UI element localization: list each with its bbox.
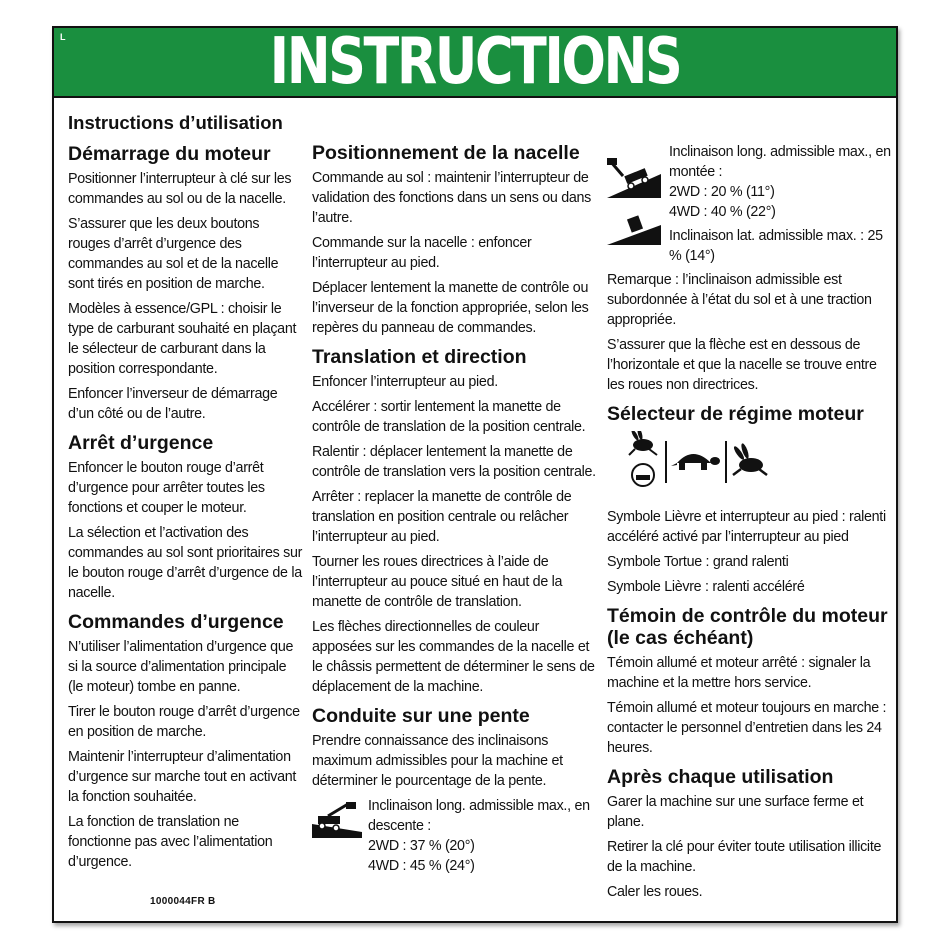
section-after-use [607,766,892,902]
uphill-rating-text [669,142,892,266]
downhill-rating-text [368,796,602,876]
speed-symbols [627,431,892,493]
page-title: INSTRUCTIONS [269,26,681,99]
engine-light-text-1: Témoin allumé et moteur arrêté : signaler la machine et la mettre hors service. [607,655,871,691]
header-banner [54,28,896,98]
section-emergency-controls [68,611,304,872]
emergency-controls-text-4: La fonction de translation ne fonctionne pas avec l’alimentation d’urgence. [68,814,273,870]
section-platform-positioning [312,142,602,338]
part-number: 1000044FR B [150,896,216,907]
downhill-slope-icon [312,802,368,845]
uphill-2wd: 2WD : 20 % (11°) [669,184,775,200]
drive-text-2: Accélérer : sortir lentement la manette de contrôle de translation de la position centrale. [312,399,586,435]
downhill-2wd: 2WD : 37 % (20°) [368,838,475,854]
starting-text-4: Enfoncer l’inverseur de démarrage d’un côté ou de l’autre. [68,386,278,422]
drive-text-5: Tourner les roues directrices à l’aide de l’interrupteur au pouce situé en haut de la manette de contrôle de translation. [312,554,563,610]
symbol-divider [665,441,667,483]
heading-drive-steer: Translation et direction [312,346,527,368]
slope-downhill-rating [312,796,602,876]
engine-light-text-2: Témoin allumé et moteur toujours en marche : contacter le personnel d’entretien dans les 24 heures. [607,700,887,756]
uphill-slope-icon [607,158,669,205]
slope-text-1: Prendre connaissance des inclinaisons maximum admissibles pour la machine et déterminer le pourcentage de la pente. [312,733,563,789]
column-left [68,112,304,880]
speed-text-3: Symbole Lièvre : ralenti accéléré [607,579,805,595]
speed-text-1: Symbole Lièvre et interrupteur au pied : ralenti accéléré activé par l’interrupteur au pied [607,509,886,545]
uphill-icons [607,142,669,252]
emergency-controls-text-1: N’utiliser l’alimentation d’urgence que si la source d’alimentation principale (le moteur) tombe en panne. [68,639,294,695]
section-slope-driving [312,705,602,876]
column-middle [312,142,602,884]
rabbit-icon [731,443,769,482]
column-right [607,142,892,910]
heading-slope-driving: Conduite sur une pente [312,705,530,727]
platform-text-1: Commande au sol : maintenir l’interrupteur de validation des fonctions dans un sens ou dans l’autre. [312,170,591,226]
section-engine-speed [607,403,892,597]
after-use-text-2: Retirer la clé pour éviter toute utilisation illicite de la machine. [607,839,882,875]
emergency-controls-text-2: Tirer le bouton rouge d’arrêt d’urgence en position de marche. [68,704,300,740]
starting-text-3: Modèles à essence/GPL : choisir le type de carburant souhaité en plaçant le sélecteur de carburant dans la position correspondante. [68,301,297,377]
downhill-4wd: 4WD : 45 % (24°) [368,858,475,874]
corner-mark: L [60,32,66,42]
starting-text-2: S’assurer que les deux boutons rouges d’arrêt d’urgence des commandes au sol et de la nacelle sont tirés en position de marche. [68,216,279,292]
heading-engine-speed: Sélecteur de régime moteur [607,403,864,425]
platform-text-2: Commande sur la nacelle : enfoncer l’interrupteur au pied. [312,235,532,271]
section-starting [68,143,304,424]
section-emergency-stop [68,432,304,603]
slope-uphill-ratings [607,142,892,266]
heading-emergency-controls: Commandes d’urgence [68,611,284,633]
boom-note: S’assurer que la flèche est en dessous de l’horizontale et que la nacelle se trouve entre les roues non directrices. [607,337,877,393]
heading-engine-light: Témoin de contrôle du moteur (le cas échéant) [607,605,888,649]
drive-text-4: Arrêter : replacer la manette de contrôle de translation en position centrale ou relâcher l’interrupteur au pied. [312,489,572,545]
heading-after-use: Après chaque utilisation [607,766,834,788]
lateral-slope-icon [607,215,669,252]
drive-text-1: Enfoncer l’interrupteur au pied. [312,374,498,390]
slope-note: Remarque : l’inclinaison admissible est subordonnée à l’état du sol et à une traction appropriée. [607,272,872,328]
uphill-label: Inclinaison long. admissible max., en montée : [669,144,891,180]
symbol-divider [725,441,727,483]
emergency-controls-text-3: Maintenir l’interrupteur d’alimentation d’urgence sur marche tout en activant la fonction souhaitée. [68,749,297,805]
drive-text-6: Les flèches directionnelles de couleur apposées sur les commandes de la nacelle et le châssis permettent de déterminer le sens de déplacement de la machine. [312,619,595,695]
downhill-label: Inclinaison long. admissible max., en descente : [368,798,590,834]
section-drive-steer [312,346,602,697]
rabbit-footswitch-icon [627,431,661,494]
heading-platform-positioning: Positionnement de la nacelle [312,142,580,164]
lateral-slope-label: Inclinaison lat. admissible max. : 25 % (14°) [669,228,883,264]
heading-starting: Démarrage du moteur [68,143,271,165]
speed-text-2: Symbole Tortue : grand ralenti [607,554,789,570]
starting-text-1: Positionner l’interrupteur à clé sur les commandes au sol ou de la nacelle. [68,171,292,207]
instruction-decal [52,26,898,923]
drive-text-3: Ralentir : déplacer lentement la manette de contrôle de translation vers la position centrale. [312,444,596,480]
platform-text-3: Déplacer lentement la manette de contrôle ou l’inverseur de la fonction appropriée, selon les repères du panneau de commandes. [312,280,589,336]
emergency-stop-text-1: Enfoncer le bouton rouge d’arrêt d’urgence pour arrêter toutes les fonctions et couper le moteur. [68,460,265,516]
section-engine-light [607,605,892,758]
heading-emergency-stop: Arrêt d’urgence [68,432,214,454]
turtle-icon [671,445,721,480]
after-use-text-1: Garer la machine sur une surface ferme et plane. [607,794,864,830]
uphill-4wd: 4WD : 40 % (22°) [669,204,776,220]
operating-instructions-title: Instructions d’utilisation [68,112,283,133]
emergency-stop-text-2: La sélection et l’activation des commandes au sol sont prioritaires sur le bouton rouge d’arrêt d’urgence de la nacelle. [68,525,303,601]
section-slope-notes [607,270,892,395]
after-use-text-3: Caler les roues. [607,884,703,900]
